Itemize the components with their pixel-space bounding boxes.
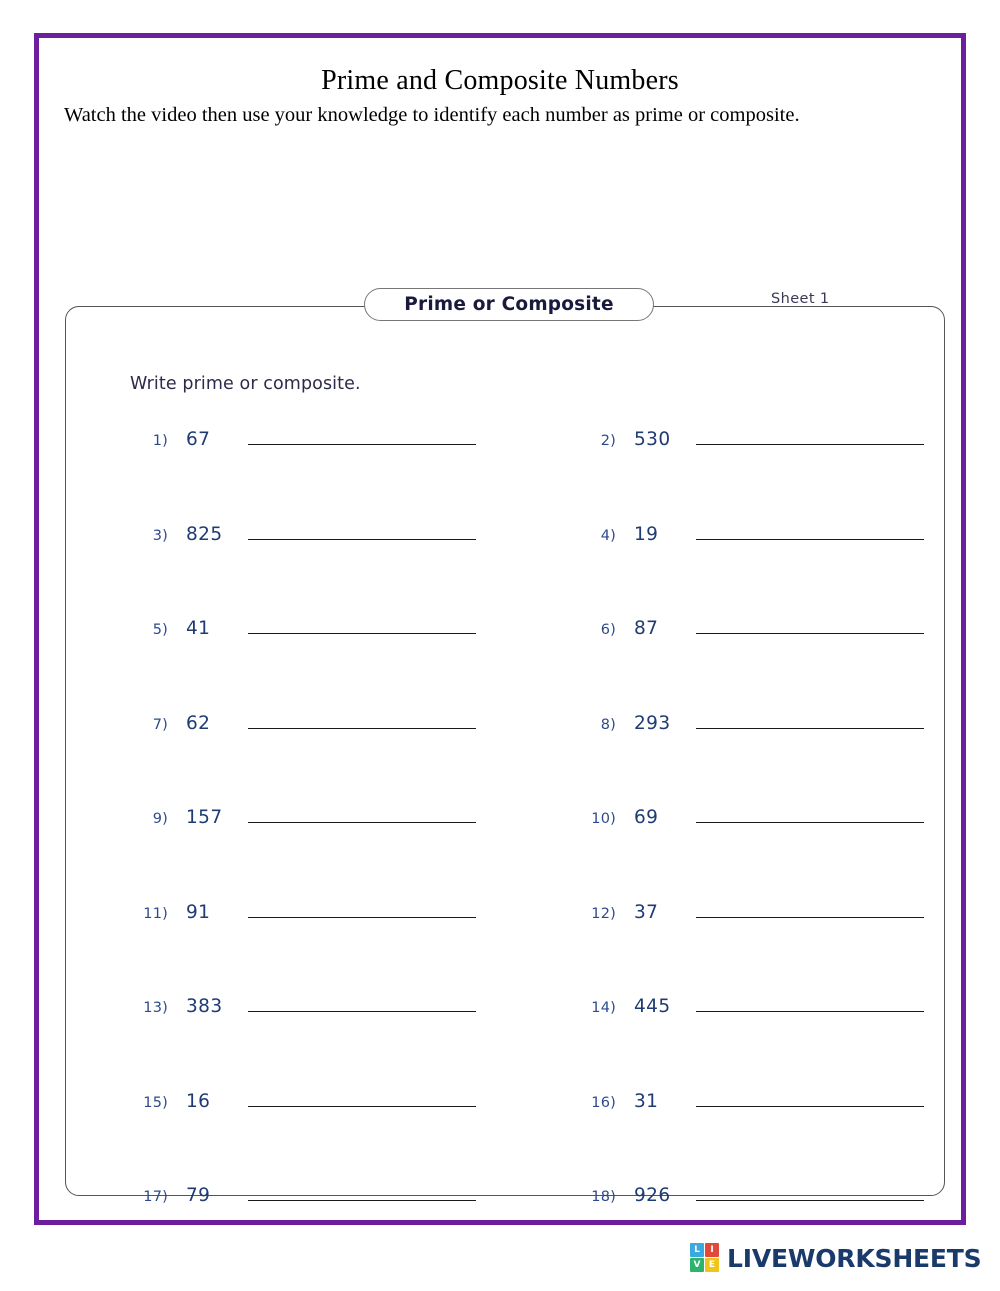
- problem-index: 15): [143, 1094, 168, 1111]
- problem-item: [576, 711, 924, 734]
- liveworksheets-mark-icon: [690, 1243, 720, 1273]
- problem-row: [66, 805, 944, 900]
- answer-input[interactable]: [696, 522, 924, 540]
- problem-index: 7): [152, 716, 168, 733]
- problem-index: 3): [152, 527, 168, 544]
- problem-index: 16): [591, 1094, 616, 1111]
- answer-input[interactable]: [696, 1183, 924, 1201]
- answer-input[interactable]: [696, 711, 924, 729]
- problem-index: 4): [600, 527, 616, 544]
- answer-input[interactable]: [696, 900, 924, 918]
- problem-index: 5): [152, 622, 168, 638]
- liveworksheets-wordmark: LIVEWORKSHEETS: [727, 1243, 982, 1273]
- problem-index: 2): [600, 433, 616, 449]
- problem-grid: [66, 427, 944, 1278]
- problem-number: 31: [634, 1090, 659, 1112]
- problem-number: 926: [634, 1185, 671, 1206]
- problem-item: [128, 522, 476, 545]
- problem-item: [576, 427, 924, 450]
- problem-item: [128, 711, 476, 734]
- problem-number: 41: [186, 618, 211, 639]
- problem-index: 14): [591, 1000, 616, 1016]
- problem-item: [128, 427, 476, 450]
- problem-number: 69: [634, 807, 659, 828]
- answer-input[interactable]: [248, 1089, 476, 1107]
- problem-item: [128, 1089, 476, 1112]
- problem-number: 825: [186, 523, 223, 545]
- problem-item: [576, 805, 924, 828]
- problem-index: 10): [591, 811, 616, 827]
- logo-letter-v: V: [690, 1258, 704, 1272]
- problem-number: 157: [186, 807, 223, 828]
- problem-number: 37: [634, 901, 659, 923]
- problem-index: 1): [152, 433, 168, 449]
- problem-row: [66, 900, 944, 995]
- problem-number: 87: [634, 618, 659, 639]
- answer-input[interactable]: [248, 805, 476, 823]
- directions-text: Write prime or composite.: [130, 374, 361, 394]
- problem-index: 11): [143, 905, 168, 922]
- logo-letter-i: I: [705, 1243, 719, 1257]
- problem-index: 18): [591, 1189, 616, 1205]
- sheet-number-label: Sheet 1: [771, 291, 830, 307]
- answer-input[interactable]: [696, 994, 924, 1012]
- problem-item: [576, 522, 924, 545]
- problem-number: 79: [186, 1185, 211, 1206]
- answer-input[interactable]: [248, 994, 476, 1012]
- problem-number: 293: [634, 712, 671, 734]
- logo-letter-e: E: [705, 1258, 719, 1272]
- problem-number: 67: [186, 429, 211, 450]
- problem-item: [128, 616, 476, 639]
- answer-input[interactable]: [696, 427, 924, 445]
- answer-input[interactable]: [248, 522, 476, 540]
- problem-number: 19: [634, 523, 659, 545]
- problem-item: [128, 1183, 476, 1206]
- problem-number: 383: [186, 996, 223, 1017]
- problem-item: [128, 805, 476, 828]
- problem-index: 6): [600, 622, 616, 638]
- problem-index: 13): [143, 1000, 168, 1016]
- problem-number: 62: [186, 712, 211, 734]
- problem-item: [576, 1089, 924, 1112]
- liveworksheets-logo[interactable]: [690, 1243, 981, 1273]
- problem-index: 17): [143, 1189, 168, 1205]
- worksheet-instructions: Watch the video then use your knowledge to identify each number as prime or composite.: [64, 104, 800, 126]
- problem-row: [66, 994, 944, 1089]
- problem-item: [576, 994, 924, 1017]
- problem-number: 445: [634, 996, 671, 1017]
- problems-card: [65, 306, 945, 1206]
- answer-input[interactable]: [248, 616, 476, 634]
- answer-input[interactable]: [696, 1089, 924, 1107]
- answer-input[interactable]: [696, 616, 924, 634]
- problem-number: 91: [186, 901, 211, 923]
- problem-index: 8): [600, 716, 616, 733]
- problem-number: 530: [634, 429, 671, 450]
- problem-row: [66, 1089, 944, 1184]
- problem-index: 9): [152, 811, 168, 827]
- problem-row: [66, 427, 944, 522]
- problem-index: 12): [591, 905, 616, 922]
- problem-row: [66, 616, 944, 711]
- problem-item: [576, 1183, 924, 1206]
- problem-row: [66, 522, 944, 617]
- problem-item: [128, 900, 476, 923]
- problem-item: [576, 616, 924, 639]
- problem-item: [128, 994, 476, 1017]
- answer-input[interactable]: [248, 1183, 476, 1201]
- problem-number: 16: [186, 1090, 211, 1112]
- answer-input[interactable]: [248, 427, 476, 445]
- sheet-title-pill: Prime or Composite: [364, 288, 654, 321]
- answer-input[interactable]: [696, 805, 924, 823]
- problem-row: [66, 711, 944, 806]
- problem-item: [576, 900, 924, 923]
- logo-letter-l: L: [690, 1243, 704, 1257]
- answer-input[interactable]: [248, 711, 476, 729]
- page-title: Prime and Composite Numbers: [321, 65, 679, 96]
- worksheet-frame: [34, 33, 966, 1225]
- answer-input[interactable]: [248, 900, 476, 918]
